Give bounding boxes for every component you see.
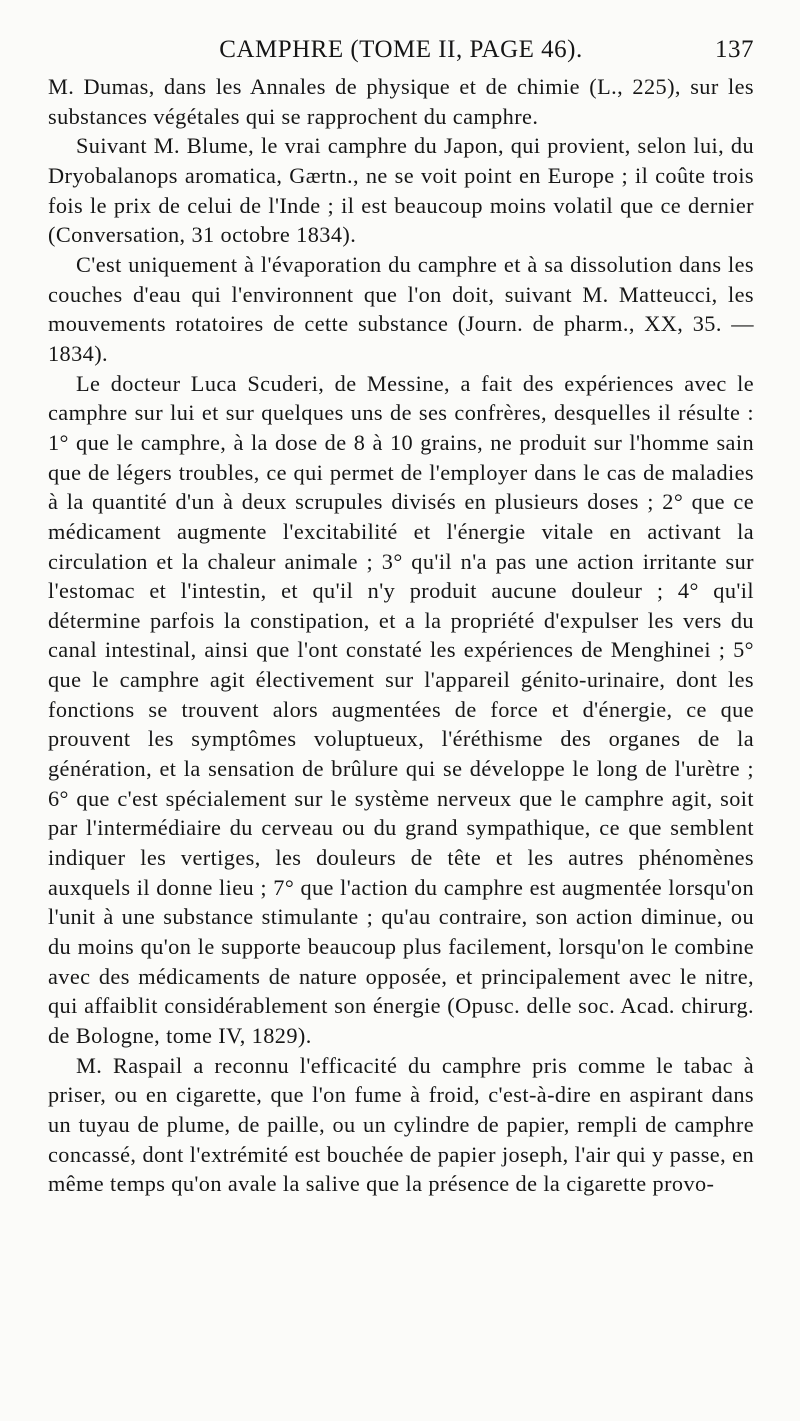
paragraph-blume: Suivant M. Blume, le vrai camphre du Japon, qui provient, selon lui, du Dryobalanops aromatica, Gærtn., ne se voit point en Europe ; il coûte trois fois le prix de celui de l'Inde ; il est beaucoup moins volatil que ce dernier (Conversation, 31 octobre 1834).	[48, 133, 754, 248]
paragraph-matteucci: C'est uniquement à l'évaporation du camphre et à sa dissolution dans les couches d'eau qui l'environnent que l'on doit, suivant M. Matteucci, les mouvements rotatoires de cette substance (Journ. de pharm., XX, 35. — 1834).	[48, 251, 754, 366]
paragraph-raspail: M. Raspail a reconnu l'efficacité du camphre pris comme le tabac à priser, ou en cigarette, que l'on fume à froid, c'est-à-dire en aspirant dans un tuyau de plume, de paille, ou un cylindre de papier, rempli de camphre concassé, dont l'extrémité est bouchée de papier joseph, l'air qui y passe, en même temps qu'on avale la salive que la présence de la cigarette provo-	[48, 1052, 754, 1197]
paragraph-dumas: M. Dumas, dans les Annales de physique et de chimie (L., 225), sur les substances végétales qui se rapprochent du camphre.	[48, 74, 754, 129]
paragraph-scuderi: Le docteur Luca Scuderi, de Messine, a fait des expériences avec le camphre sur lui et sur quelques uns de ses confrères, desquelles il résulte : 1° que le camphre, à la dose de 8 à 10 grains, ne produit sur l'homme sain que de légers troubles, ce qui permet de l'employer dans le cas de maladies à la quantité d'un à deux scrupules divisés en plusieurs doses ; 2° que ce médicament augmente l'excitabilité et l'énergie vitale en activant la circulation et la chaleur animale ; 3° qu'il n'a pas une action irritante sur l'estomac et l'intestin, et qu'il n'y produit aucune douleur ; 4° qu'il détermine parfois la constipation, et a la propriété d'expulser les vers du canal intestinal, ainsi que l'ont constaté les expériences de Menghinei ; 5° que le camphre agit électivement sur l'appareil génito-urinaire, dont les fonctions se trouvent alors augmentées de force et d'énergie, ce que prouvent les symptômes voluptueux, l'éréthisme des organes de la génération, et la sensation de brûlure qui se développe le long de l'urètre ; 6° que c'est spécialement sur le système nerveux que le camphre agit, soit par l'intermédiaire du cerveau ou du grand sympathique, ce que semblent indiquer les vertiges, les douleurs de tête et les autres phénomènes auxquels il donne lieu ; 7° que l'action du camphre est augmentée lorsqu'on l'unit à une substance stimulante ; qu'au contraire, son action diminue, ou du moins qu'on le supporte beaucoup plus facilement, lorsqu'on le combine avec des médicaments de nature opposée, et principalement avec le nitre, qui affaiblit considérablement son énergie (Opusc. delle soc. Acad. chirurg. de Bologne, tome IV, 1829).	[48, 370, 754, 1048]
page-number: 137	[715, 36, 754, 63]
body-text	[48, 72, 754, 1199]
running-head: CAMPHRE (TOME II, PAGE 46).	[219, 36, 583, 63]
page-header	[48, 36, 754, 70]
